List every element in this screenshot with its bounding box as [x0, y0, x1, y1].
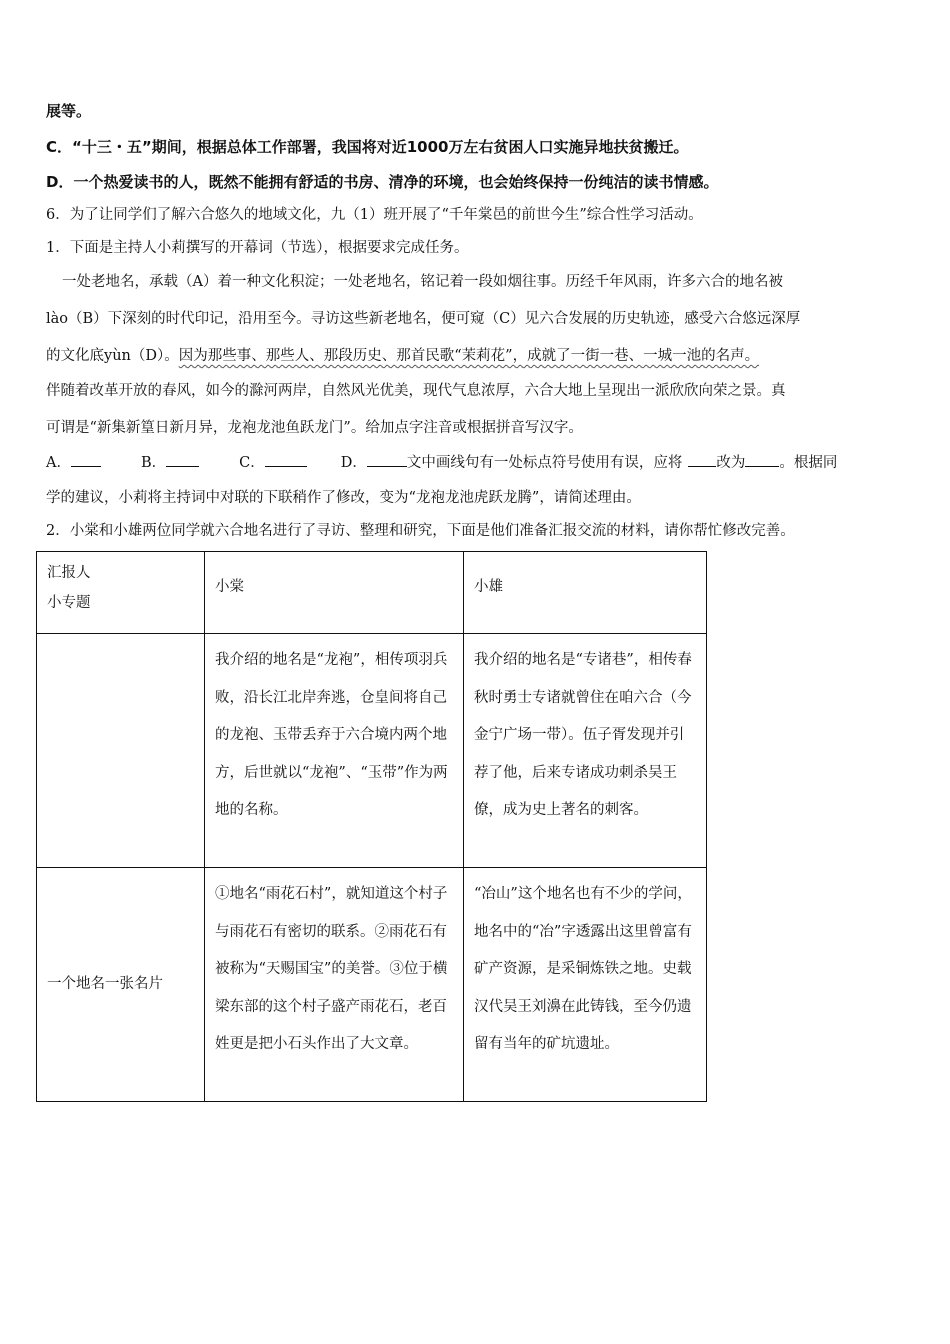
row1-label — [37, 634, 205, 868]
header-xiaotang: 小棠 — [205, 552, 464, 634]
corner-cell — [37, 552, 205, 634]
passage-line-3-start: 的文化底yùn（D）。 — [46, 348, 179, 364]
answer-options-line — [46, 452, 837, 473]
blank-wrong-punct[interactable] — [688, 452, 716, 467]
passage-line-2: lào（B）下深刻的时代印记，沿用至今。寻访这些新老地名，便可窥（C）见六合发展的历史轨迹，感受六合悠远深厚 — [46, 311, 801, 327]
punctuation-prompt: 文中画线句有一处标点符号使用有误，应将 — [406, 455, 683, 471]
passage-line-5: 可谓是“新集新篁日新月异，龙袍龙池鱼跃龙门”。给加点字注音或根据拼音写汉字。 — [46, 420, 583, 436]
line-6-end: 。根据同 — [779, 455, 838, 471]
corner-reporter: 汇报人 — [47, 565, 91, 581]
blank-b[interactable] — [166, 452, 199, 467]
row2-xiaotang: ①地名“雨花石村”，就知道这个村子与雨花石有密切的联系。②雨花石有被称为“天赐国宝”的美誉。③位于横梁东部的这个村子盛产雨花石，老百姓更是把小石头作出了大文章。 — [205, 868, 464, 1102]
blank-correct-punct[interactable] — [745, 452, 779, 467]
blank-d[interactable] — [367, 452, 407, 467]
blank-a[interactable] — [71, 452, 101, 467]
passage-line-7: 学的建议，小莉将主持词中对联的下联稍作了修改，变为“龙袍龙池虎跃龙腾”，请简述理由。 — [46, 490, 641, 506]
passage-line-4: 伴随着改革开放的春风，如今的滁河两岸，自然风光优美，现代气息浓厚，六合大地上呈现出一派欣欣向荣之景。真 — [46, 383, 786, 399]
table-row — [37, 634, 707, 868]
change-to-text: 改为 — [716, 455, 746, 471]
blank-c[interactable] — [265, 452, 307, 467]
option-d: D．一个热爱读书的人，既然不能拥有舒适的书房、清净的环境，也会始终保持一份纯洁的读书情感。 — [46, 173, 719, 191]
row2-xiaoxiong: “冶山”这个地名也有不少的学问，地名中的“冶”字透露出这里曾富有矿产资源，是采铜炼铁之地。史载汉代吴王刘濞在此铸钱，至今仍遗留有当年的矿坑遗址。 — [464, 868, 707, 1102]
passage-line-1: 一处老地名，承载（A）着一种文化积淀；一处老地名，铭记着一段如烟往事。历经千年风雨，许多六合的地名被 — [62, 274, 783, 290]
header-xiaoxiong: 小雄 — [464, 552, 707, 634]
option-a-label: A． — [46, 455, 71, 471]
table-header-row — [37, 552, 707, 634]
option-c-label: C． — [239, 455, 265, 471]
option-d-label: D． — [340, 455, 367, 471]
table-row — [37, 868, 707, 1102]
row1-xiaotang: 我介绍的地名是“龙袍”，相传项羽兵败，沿长江北岸奔逃，仓皇间将自己的龙袍、玉带丢弃于六合境内两个地方，后世就以“龙袍”、“玉带”作为两地的名称。 — [205, 634, 464, 868]
row2-label: 一个地名一张名片 — [37, 868, 205, 1102]
passage-line-3 — [46, 346, 759, 366]
option-b-tail: 展等。 — [46, 102, 92, 120]
option-c: C．“十三・五”期间，根据总体工作部署，我国将对近1000万左右贫困人口实施异地扶贫搬迁。 — [46, 138, 689, 156]
corner-topic: 小专题 — [47, 595, 91, 611]
option-b-label: B． — [140, 455, 167, 471]
question-6-intro: 6．为了让同学们了解六合悠久的地域文化，九（1）班开展了“千年棠邑的前世今生”综合性学习活动。 — [46, 207, 703, 223]
task-2-title: 2．小棠和小雄两位同学就六合地名进行了寻访、整理和研究，下面是他们准备汇报交流的材料，请你帮忙修改完善。 — [46, 523, 795, 539]
report-table — [36, 551, 707, 1102]
row1-xiaoxiong: 我介绍的地名是“专诸巷”，相传春秋时勇士专诸就曾住在咱六合（今金宁广场一带）。伍子胥发现并引荐了他，后来专诸成功刺杀吴王僚，成为史上著名的刺客。 — [464, 634, 707, 868]
task-1-title: 1．下面是主持人小莉撰写的开幕词（节选），根据要求完成任务。 — [46, 240, 469, 256]
underlined-sentence: 因为那些事、那些人、那段历史、那首民歌“茉莉花”，成就了一街一巷、一城一池的名声。 — [178, 348, 760, 364]
